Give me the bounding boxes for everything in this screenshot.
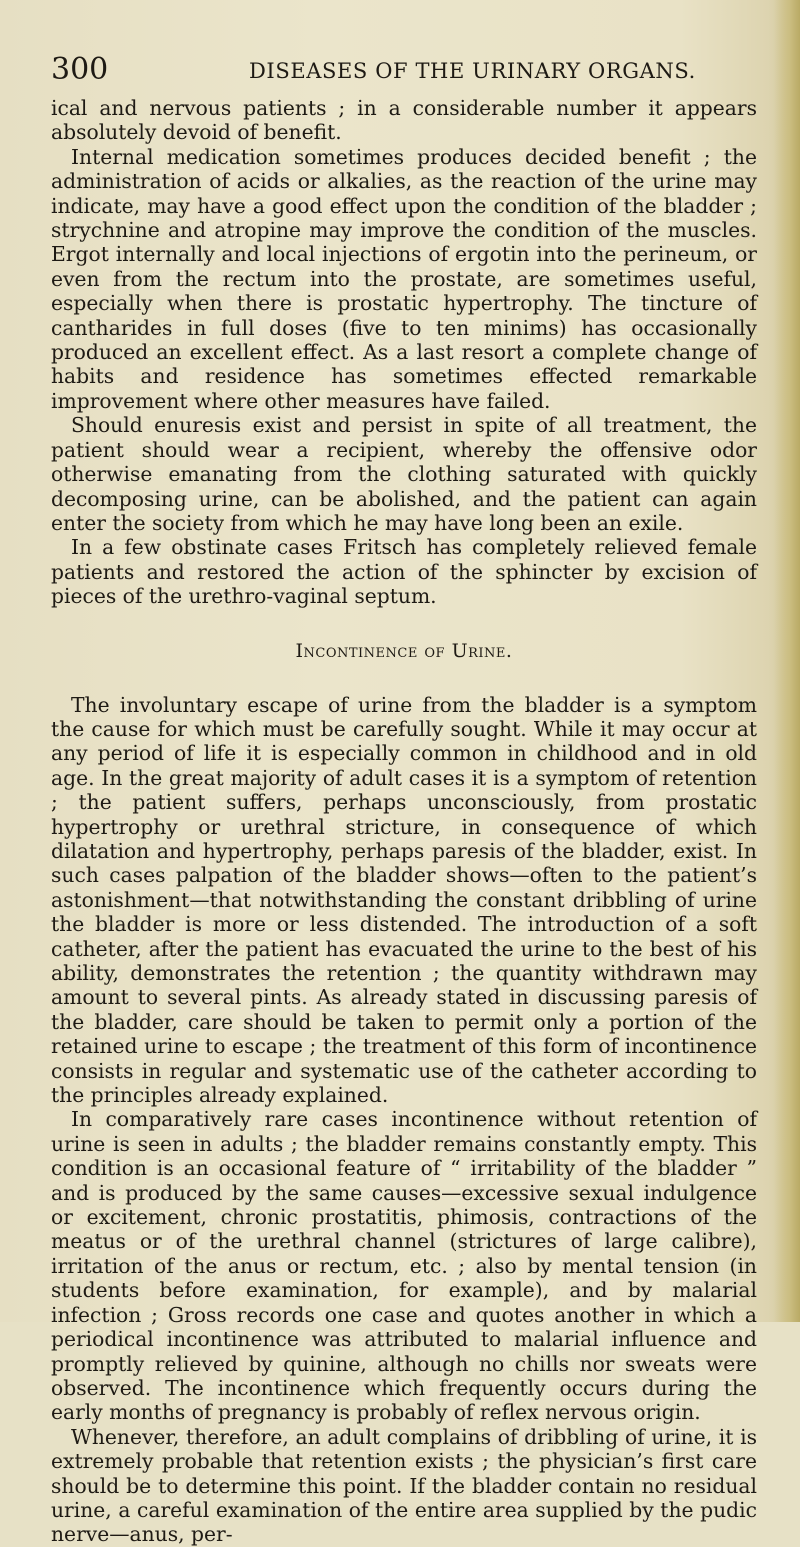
section-title: Incontinence of Urine. [295, 639, 513, 662]
paragraph: The involuntary escape of urine from the bladder is a symptom the cause for which must be carefully sought. While it may occur at any period of life it is especially common in childhood and in old age. In the great majority of adult cases it is a symptom of retention ; the patient suffers, perhaps unconsciously, from prostatic hypertrophy or urethral stricture, in consequence of which dilatation and hypertrophy, perhaps paresis of the bladder, exist. In such cases palpation of the bladder shows—often to the patient’s astonishment—that notwithstanding the constant dribbling of urine the bladder is more or less distended. The introduction of a soft catheter, after the patient has evacuated the urine to the best of his ability, demonstrates the retention ; the quantity withdrawn may amount to several pints. As already stated in discussing paresis of the bladder, care should be taken to permit only a portion of the retained urine to escape ; the treatment of this form of incontinence consists in regular and systematic use of the catheter according to the principles already explained. [51, 692, 757, 1108]
paragraph: In a few obstinate cases Fritsch has completely relieved female patients and restored the action of the sphincter by excision of pieces of the urethro-vaginal septum. [51, 535, 757, 609]
page-number: 300 [51, 52, 109, 87]
paragraph: Internal medication sometimes produces decided benefit ; the administration of acids or alkalies, as the reaction of the urine may indicate, may have a good effect upon the condition of the bladder ; strychnine and atropine may improve the condition of the muscles. Ergot internally and local injections of ergotin into the perineum, or even from the rectum into the prostate, are sometimes useful, especially when there is prostatic hypertrophy. The tincture of cantharides in full doses (five to ten minims) has occasionally produced an excellent effect. As a last resort a complete change of habits and residence has sometimes effected remarkable improvement where other measures have failed. [51, 144, 757, 413]
paragraph: In comparatively rare cases incontinence without retention of urine is seen in adults ; the bladder remains constantly empty. This condition is an occasional feature of “ irritability of the bladder ” and is produced by the same causes—excessive sexual indulgence or excitement, chronic prostatitis, phimosis, contractions of the meatus or of the urethral channel (strictures of large calibre), irritation of the anus or rectum, etc. ; also by mental tension (in students before examination, for example), and by malarial infection ; Gross records one case and quotes another in which a periodical incontinence was attributed to malarial influence and promptly relieved by quinine, although no chills nor sweats were observed. The incontinence which frequently occurs during the early months of pregnancy is probably of reflex nervous origin. [51, 1107, 757, 1425]
paragraph: ical and nervous patients ; in a considerable number it appears absolutely devoid of benefit. [51, 96, 757, 145]
paragraph: Should enuresis exist and persist in spite of all treatment, the patient should wear a recipient, whereby the offensive odor otherwise emanating from the clothing saturated with quickly decomposing urine, can be abolished, and the patient can again enter the society from which he may have long been an exile. [51, 413, 757, 535]
body-text [51, 96, 757, 1547]
running-head: DISEASES OF THE URINARY ORGANS. [249, 59, 696, 83]
paragraph: Whenever, therefore, an adult complains of dribbling of urine, it is extremely probable that retention exists ; the physician’s first care should be to determine this point. If the bladder contain no residual urine, a careful examination of the entire area supplied by the pudic nerve—anus, per- [51, 1424, 757, 1547]
page-edge-shadow [774, 0, 800, 1322]
page-header [51, 50, 757, 90]
